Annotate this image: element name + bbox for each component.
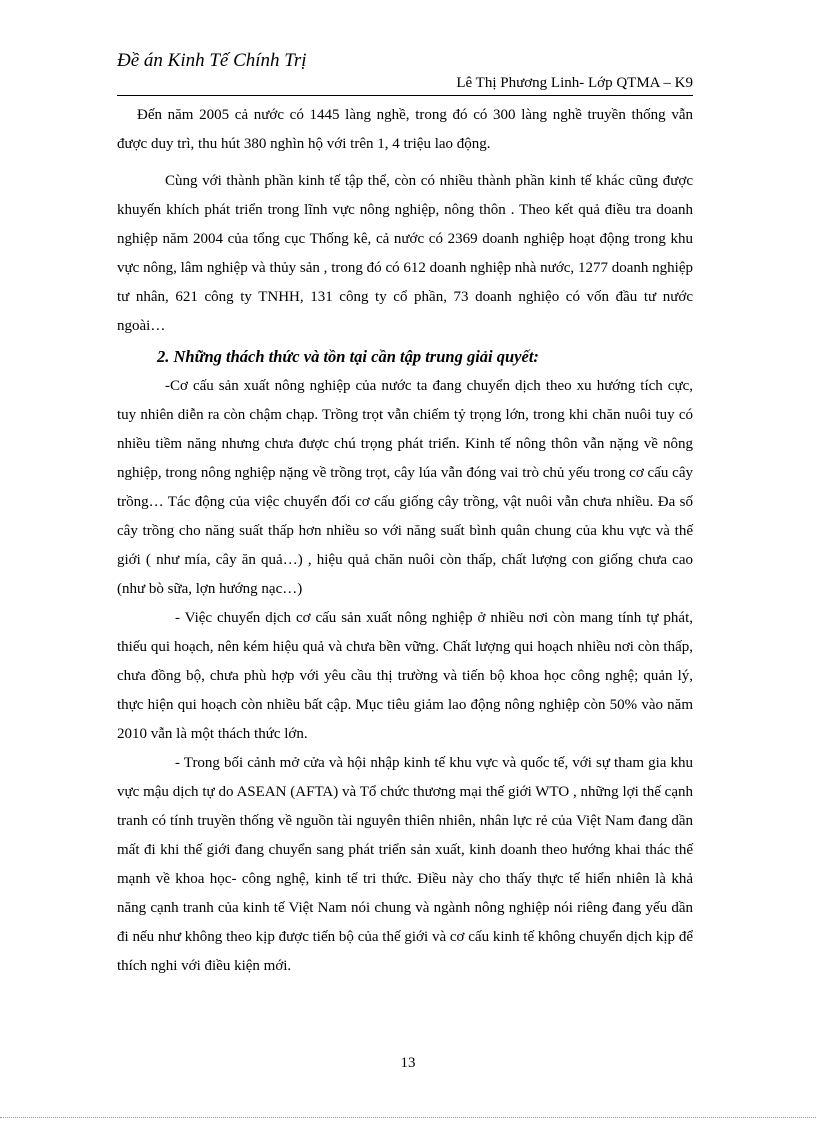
paragraph-production-structure: -Cơ cấu sản xuất nông nghiệp của nước ta đang chuyển dịch theo xu hướng tích cực, tuy nhiên diễn ra còn chậm chạp. Trồng trọt vẫn chiếm tỷ trọng lớn, trong khi chăn nuôi tuy có nhiều tiềm năng nhưng chưa được chú trọng phát triển. Kinh tế nông thôn vẫn nặng về nông nghiệp, trong nông nghiệp nặng về trồng trọt, cây lúa vẫn đóng vai trò chủ yếu trong cơ cấu cây trồng… Tác động của việc chuyển đổi cơ cấu giống cây trồng, vật nuôi vẫn chưa nhiều. Đa số cây trồng cho năng suất thấp hơn nhiều so với năng suất bình quân chung của khu vực và thế giới ( như mía, cây ăn quả…) , hiệu quả chăn nuôi còn thấp, chất lượng con giống chưa cao (như bò sữa, lợn hướng nạc…)	[117, 378, 693, 597]
document-title: Đề án Kinh Tế Chính Trị	[117, 50, 307, 71]
paragraph-craft-villages: Đến năm 2005 cả nước có 1445 làng nghề, trong đó có 300 làng nghề truyền thống vẫn được duy trì, thu hút 380 nghìn hộ với trên 1, 4 triệu lao động.	[117, 107, 693, 152]
page-bottom-edge	[0, 1117, 816, 1118]
paragraph-economic-sectors: Cùng với thành phần kinh tế tập thể, còn có nhiều thành phần kinh tế khác cũng được khuyến khích phát triển trong lĩnh vực nông nghiệp, nông thôn . Theo kết quả điều tra doanh nghiệp năm 2004 của tổng cục Thống kê, cả nước có 2369 doanh nghiệp hoạt động trong khu vực nông, lâm nghiệp và thủy sản , trong đó có 612 doanh nghiệp nhà nước, 1277 doanh nghiệp tư nhân, 621 công ty TNHH, 131 công ty cổ phần, 73 doanh nghiệo có vốn đầu tư nước ngoài…	[117, 173, 693, 334]
header-divider	[117, 95, 693, 96]
paragraph-restructuring: - Việc chuyển dịch cơ cấu sản xuất nông nghiệp ở nhiều nơi còn mang tính tự phát, thiếu qui hoạch, nên kém hiệu quả và chưa bền vững. Chất lượng qui hoạch nhiều nơi còn thấp, chưa đồng bộ, chưa phù hợp với yêu cầu thị trường và tiến bộ khoa học công nghệ; quản lý, thực hiện qui hoạch còn nhiều bất cập. Mục tiêu giảm lao động nông nghiệp còn 50% vào năm 2010 vẫn là một thách thức lớn.	[117, 610, 693, 742]
paragraph-integration: - Trong bối cảnh mở cửa và hội nhập kinh tế khu vực và quốc tế, với sự tham gia khu vực mậu dịch tự do ASEAN (AFTA) và Tổ chức thương mại thế giới WTO , những lợi thế cạnh tranh có tính truyền thống về nguồn tài nguyên thiên nhiên, nhân lực rẻ của Việt Nam đang dần mất đi khi thế giới đang chuyển sang phát triển sản xuất, kinh doanh theo hướng khai thác thế mạnh về khoa học- công nghệ, kinh tế tri thức. Điều này cho thấy thực tế hiển nhiên là khả năng cạnh tranh của kinh tế Việt Nam nói chung và ngành nông nghiệp nói riêng đang yếu dần đi nếu như không theo kịp được tiến bộ của thế giới và cơ cấu kinh tế không chuyển dịch kịp để thích nghi với điều kiện mới.	[117, 755, 693, 974]
page-body	[117, 101, 693, 981]
section-heading: 2. Những thách thức và tồn tại cần tập trung giải quyết:	[157, 347, 539, 366]
author-line: Lê Thị Phương Linh- Lớp QTMA – K9	[456, 75, 693, 91]
page-number: 13	[400, 1055, 416, 1071]
